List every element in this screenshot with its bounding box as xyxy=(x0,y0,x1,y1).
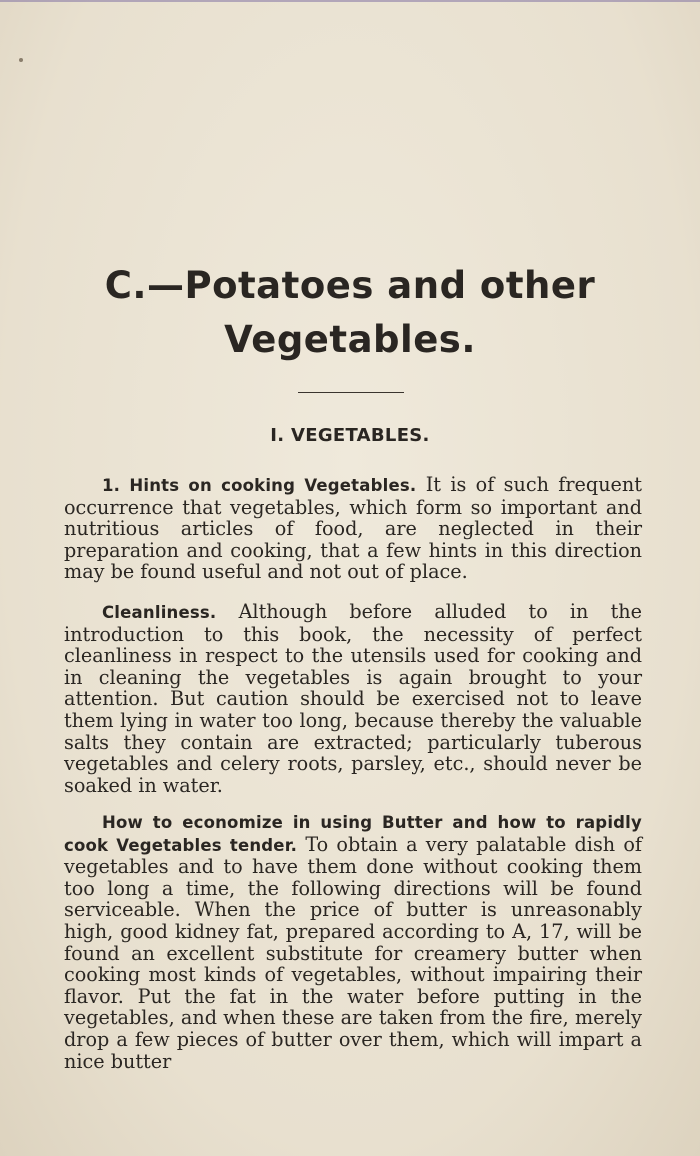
paragraph-cleanliness xyxy=(64,601,642,796)
paragraph-hints xyxy=(64,474,642,583)
paragraph-lead: Cleanliness. xyxy=(102,603,217,622)
paragraph-lead: How to economize in using Butter and how to rapidly cook Vegetables tender. xyxy=(64,813,642,855)
chapter-title-line-2: Vegetables. xyxy=(224,318,476,361)
paper-speck xyxy=(19,58,23,62)
chapter-title-line-1: C.—Potatoes and other xyxy=(104,264,596,307)
page-edge xyxy=(0,0,700,2)
section-heading: I. VEGETABLES. xyxy=(270,425,430,446)
paragraph-body: To obtain a very palatable dish of vegetables and to have them done without cooking them too long a time, the following directions will be found serviceable. When the price of butter is unreasonably high, good kidney fat, prepared according to A, 17, will be found an excellent substitute for creamery butter when cooking most kinds of vegetables, without impairing their flavor. Put the fat in the water before putting in the vegetables, and when these are taken from the fire, merely drop a few pieces of butter over them, which will impart a nice butter xyxy=(64,832,642,1073)
paragraph-body: It is of such frequent occurrence that vegetables, which form so important and nutritious articles of food, are neglected in their preparation and cooking, that a few hints in this direction may be found useful and not out of place. xyxy=(64,473,642,584)
title-divider xyxy=(298,392,404,393)
paragraph-lead: 1. Hints on cooking Vegetables. xyxy=(102,476,417,495)
paragraph-body: Although before alluded to in the introduction to this book, the necessity of perfect cleanliness in respect to the utensils used for cooking and in cleaning the vegetables is again brought to your attention. But caution should be exercised not to leave them lying in water too long, because thereby the valuable salts they contain are extracted; particularly tuberous vegetables and celery roots, parsley, etc., should never be soaked in water. xyxy=(64,600,642,797)
paragraph-butter xyxy=(64,811,642,1072)
